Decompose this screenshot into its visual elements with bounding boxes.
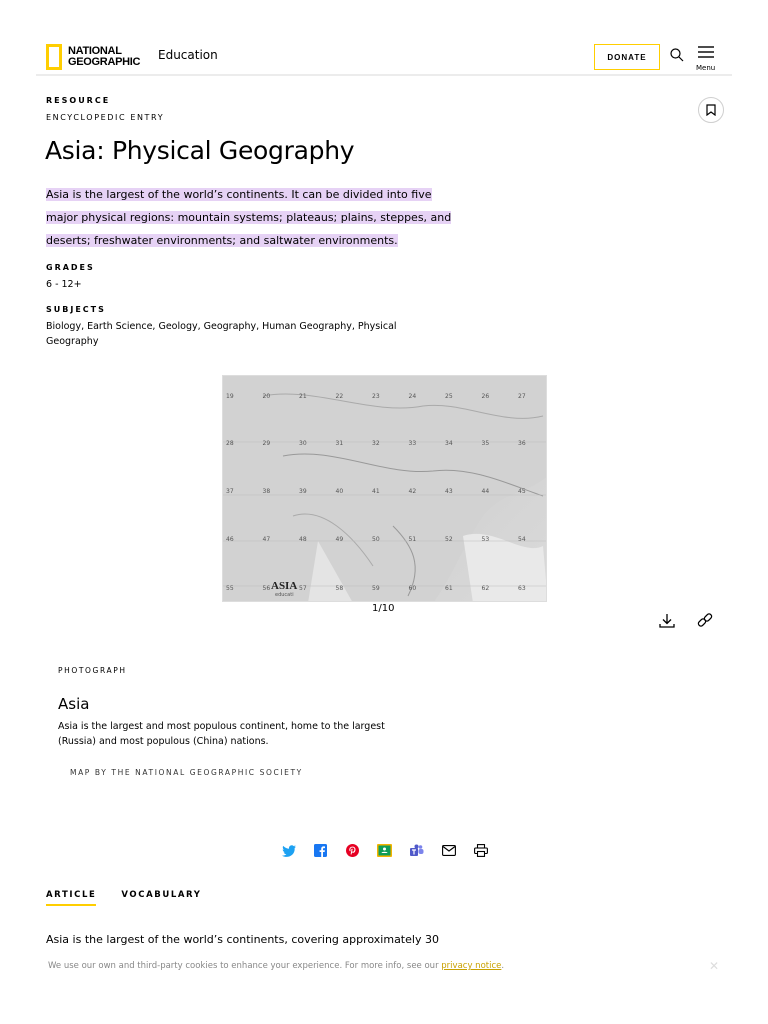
site-header	[36, 38, 732, 76]
cookie-text: We use our own and third-party cookies to enhance your experience. For more info, see our	[48, 961, 442, 971]
lead-highlight: Asia is the largest of the world’s continents. It can be divided into five major physical regions: mountain systems; plateaus; plains, steppes, and deserts; freshwater environments; and saltwater environments.	[46, 188, 452, 247]
map-asia-label: ASIA	[271, 580, 298, 592]
map-grid-number: 59	[372, 585, 380, 592]
subjects-label: SUBJECTS	[46, 305, 106, 314]
bookmark-button[interactable]	[698, 97, 724, 123]
natgeo-logo[interactable]	[46, 44, 140, 70]
map-grid-number: 38	[262, 488, 271, 495]
logo-yellow-border	[46, 44, 62, 70]
menu-button[interactable]	[696, 44, 718, 72]
map-grid-number: 35	[481, 440, 490, 447]
link-icon[interactable]	[696, 612, 714, 630]
map-grid-number: 39	[299, 488, 307, 495]
asia-map-image[interactable]	[222, 375, 547, 602]
map-sublabel: educati	[275, 592, 294, 598]
map-grid-number: 42	[408, 488, 417, 495]
menu-label: Menu	[696, 64, 716, 72]
map-grid-number: 55	[226, 585, 234, 592]
map-grid-number: 19	[226, 393, 234, 400]
map-grid-number: 51	[408, 536, 417, 543]
search-icon[interactable]	[670, 48, 684, 62]
map-grid-number: 37	[226, 488, 234, 495]
privacy-notice-link[interactable]: privacy notice	[441, 961, 502, 971]
subjects-value: Biology, Earth Science, Geology, Geography, Human Geography, Physical Geography	[46, 321, 397, 347]
map-grid-number: 40	[335, 488, 344, 495]
map-grid-number: 24	[408, 393, 417, 400]
map-grid-number: 56	[262, 585, 271, 592]
page-title: Asia: Physical Geography	[45, 136, 355, 165]
map-grid-number: 48	[299, 536, 307, 543]
map-grid-number: 34	[445, 440, 453, 447]
map-grid-number: 62	[481, 585, 490, 592]
map-grid-number: 31	[335, 440, 344, 447]
map-grid-number: 23	[372, 393, 380, 400]
twitter-icon[interactable]	[280, 842, 297, 859]
grades-value: 6 - 12+	[46, 279, 82, 290]
facebook-icon[interactable]	[312, 842, 329, 859]
resource-kicker: RESOURCE	[46, 96, 111, 105]
nav-education-link[interactable]: Education	[158, 48, 218, 62]
map-grid-number: 53	[481, 536, 490, 543]
map-grid-number: 22	[335, 393, 344, 400]
map-grid-number: 50	[372, 536, 380, 543]
map-grid-number: 20	[262, 393, 271, 400]
map-grid-number: 25	[445, 393, 453, 400]
media-credit: MAP BY THE NATIONAL GEOGRAPHIC SOCIETY	[70, 768, 303, 777]
map-grid-number: 32	[372, 440, 380, 447]
teams-icon[interactable]	[408, 842, 425, 859]
lead-paragraph	[46, 183, 456, 252]
map-grid-number: 28	[226, 440, 234, 447]
cookie-banner	[48, 961, 504, 971]
hamburger-icon	[698, 46, 714, 58]
map-grid-number: 63	[518, 585, 526, 592]
grades-label: GRADES	[46, 263, 95, 272]
email-icon[interactable]	[440, 842, 457, 859]
map-grid-number: 47	[262, 536, 271, 543]
slide-counter: 1/10	[372, 603, 395, 614]
caption-text: Asia is the largest and most populous continent, home to the largest (Russia) and most populous (China) nations.	[58, 721, 385, 747]
article-tabs	[46, 890, 201, 906]
map-grid-number: 44	[481, 488, 490, 495]
download-icon[interactable]	[658, 612, 676, 630]
map-grid-number: 54	[518, 536, 526, 543]
bookmark-icon	[706, 104, 716, 116]
map-grid-number: 29	[262, 440, 271, 447]
tab-vocabulary[interactable]: VOCABULARY	[121, 890, 202, 900]
map-grid-number: 41	[372, 488, 380, 495]
map-grid-number: 49	[335, 536, 344, 543]
cookie-close-icon[interactable]: ✕	[709, 959, 720, 973]
map-grid-number: 26	[481, 393, 490, 400]
map-grid-number: 36	[518, 440, 526, 447]
caption-title: Asia	[58, 695, 90, 713]
map-grid-number: 21	[299, 393, 307, 400]
map-grid-number: 57	[299, 585, 307, 592]
map-grid-number: 58	[335, 585, 344, 592]
map-grid-number: 45	[518, 488, 526, 495]
entry-type: ENCYCLOPEDIC ENTRY	[46, 113, 165, 122]
map-grid-number: 30	[299, 440, 307, 447]
media-type-label: PHOTOGRAPH	[58, 666, 127, 675]
google-classroom-icon[interactable]	[376, 842, 393, 859]
map-grid-number: 43	[445, 488, 453, 495]
cookie-text-end: .	[501, 961, 505, 971]
tab-article[interactable]: ARTICLE	[46, 890, 96, 906]
share-bar	[280, 842, 489, 859]
map-grid-number: 27	[518, 393, 526, 400]
donate-button[interactable]: DONATE	[594, 44, 660, 70]
print-icon[interactable]	[472, 842, 489, 859]
pinterest-icon[interactable]	[344, 842, 361, 859]
map-grid-number: 52	[445, 536, 453, 543]
logo-text: NATIONAL GEOGRAPHIC	[68, 45, 141, 68]
map-grid-number: 33	[408, 440, 417, 447]
article-first-line: Asia is the largest of the world’s continents, covering approximately 30	[46, 933, 439, 946]
map-grid-number: 61	[445, 585, 453, 592]
map-grid-number: 46	[226, 536, 234, 543]
map-terrain	[223, 376, 547, 602]
map-grid-number: 60	[408, 585, 417, 592]
